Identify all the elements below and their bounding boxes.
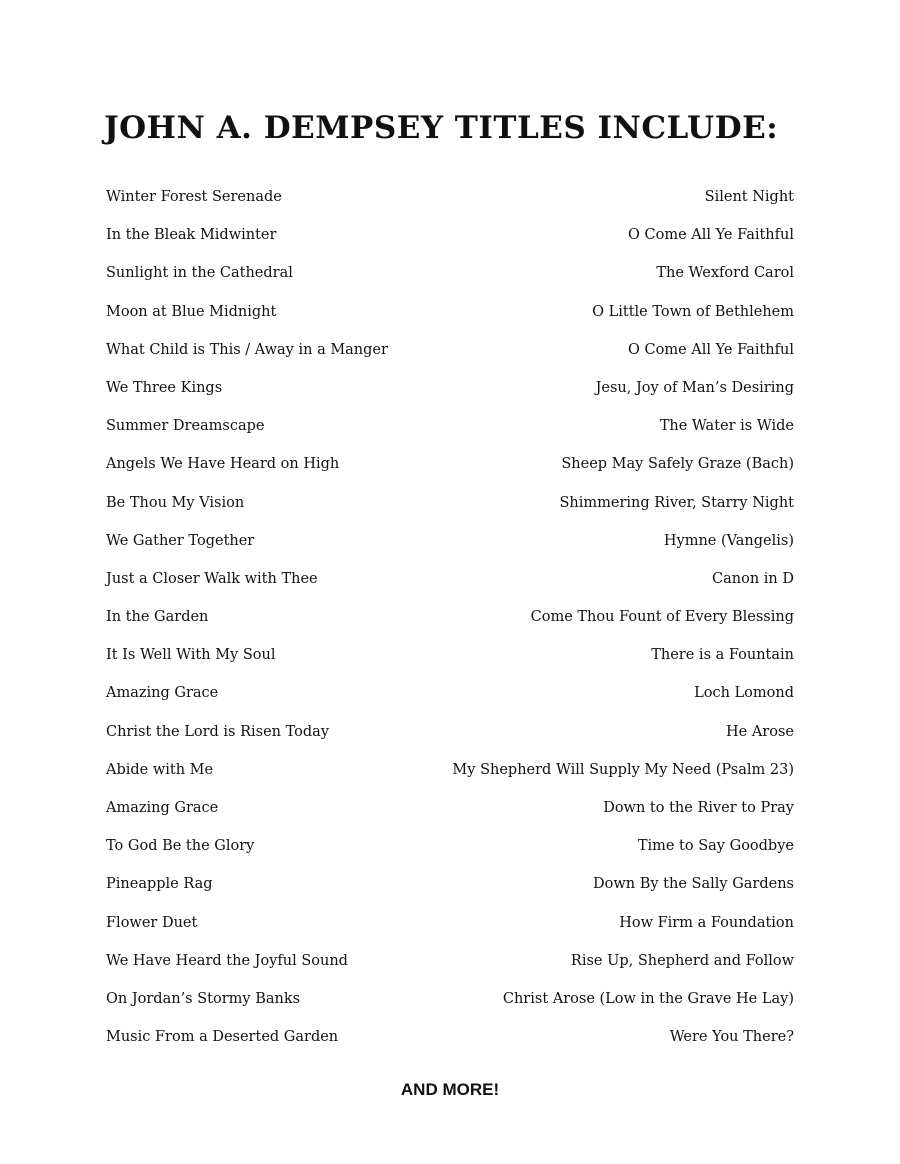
page-title: JOHN A. DEMPSEY TITLES INCLUDE: xyxy=(104,110,779,146)
title-right: O Come All Ye Faithful xyxy=(628,227,794,244)
footer-note: AND MORE! xyxy=(400,1080,500,1099)
title-left: Flower Duet xyxy=(106,914,198,931)
title-row xyxy=(106,604,794,642)
title-left: We Three Kings xyxy=(106,379,223,396)
title-row xyxy=(106,184,794,222)
title-left: Amazing Grace xyxy=(106,685,219,702)
title-row xyxy=(106,680,794,718)
title-left: Winter Forest Serenade xyxy=(106,189,282,205)
title-row xyxy=(106,871,794,909)
title-left: Be Thou My Vision xyxy=(106,494,245,511)
titles-list xyxy=(106,184,794,1062)
title-right: Time to Say Goodbye xyxy=(637,838,794,855)
title-left: In the Garden xyxy=(106,609,209,626)
title-row xyxy=(106,337,794,375)
title-left: Pineapple Rag xyxy=(106,876,213,893)
title-row xyxy=(106,413,794,451)
title-right: Were You There? xyxy=(669,1029,794,1046)
title-left: On Jordan’s Stormy Banks xyxy=(106,990,301,1007)
title-row xyxy=(106,490,794,528)
title-right: Come Thou Fount of Every Blessing xyxy=(530,609,794,626)
title-right: O Come All Ye Faithful xyxy=(628,341,794,358)
title-left: Sunlight in the Cathedral xyxy=(106,265,293,282)
title-right: Loch Lomond xyxy=(694,685,794,702)
title-right: How Firm a Foundation xyxy=(619,914,794,931)
title-left: Summer Dreamscape xyxy=(106,418,265,435)
title-row xyxy=(106,833,794,871)
title-right: O Little Town of Bethlehem xyxy=(592,303,794,320)
title-left: Amazing Grace xyxy=(106,800,219,816)
title-row xyxy=(106,795,794,833)
title-row xyxy=(106,719,794,757)
title-left: What Child is This / Away in a Manger xyxy=(106,341,388,358)
title-right: Silent Night xyxy=(704,189,794,205)
title-left: Angels We Have Heard on High xyxy=(106,456,340,473)
title-row xyxy=(106,986,794,1024)
title-row xyxy=(106,260,794,298)
title-right: Sheep May Safely Graze (Bach) xyxy=(561,456,794,473)
title-row xyxy=(106,948,794,986)
title-row xyxy=(106,375,794,413)
title-right: My Shepherd Will Supply My Need (Psalm 23) xyxy=(452,761,794,778)
title-right: The Wexford Carol xyxy=(656,265,794,282)
title-right: There is a Fountain xyxy=(651,647,794,664)
title-right: Jesu, Joy of Man’s Desiring xyxy=(595,379,794,396)
title-right: Canon in D xyxy=(712,570,794,587)
title-right: The Water is Wide xyxy=(659,418,794,435)
title-left: Christ the Lord is Risen Today xyxy=(106,723,330,740)
title-left: It Is Well With My Soul xyxy=(106,647,276,664)
title-left: Just a Closer Walk with Thee xyxy=(106,570,318,587)
title-left: In the Bleak Midwinter xyxy=(106,227,277,244)
title-left: To God Be the Glory xyxy=(106,838,255,855)
title-right: Down to the River to Pray xyxy=(603,800,794,816)
title-left: We Have Heard the Joyful Sound xyxy=(106,952,348,969)
title-right: Rise Up, Shepherd and Follow xyxy=(570,952,794,969)
title-right: Shimmering River, Starry Night xyxy=(559,494,794,511)
title-right: He Arose xyxy=(726,723,794,740)
title-row xyxy=(106,299,794,337)
title-left: Moon at Blue Midnight xyxy=(106,303,277,320)
title-row xyxy=(106,1024,794,1062)
title-right: Christ Arose (Low in the Grave He Lay) xyxy=(502,990,794,1007)
title-row xyxy=(106,566,794,604)
title-row xyxy=(106,222,794,260)
title-row xyxy=(106,757,794,795)
title-row xyxy=(106,910,794,948)
title-right: Down By the Sally Gardens xyxy=(593,876,794,893)
title-left: We Gather Together xyxy=(106,532,255,549)
title-left: Abide with Me xyxy=(106,761,214,778)
title-row xyxy=(106,528,794,566)
title-row xyxy=(106,642,794,680)
title-right: Hymne (Vangelis) xyxy=(663,532,794,549)
title-left: Music From a Deserted Garden xyxy=(106,1029,339,1046)
title-row xyxy=(106,451,794,489)
